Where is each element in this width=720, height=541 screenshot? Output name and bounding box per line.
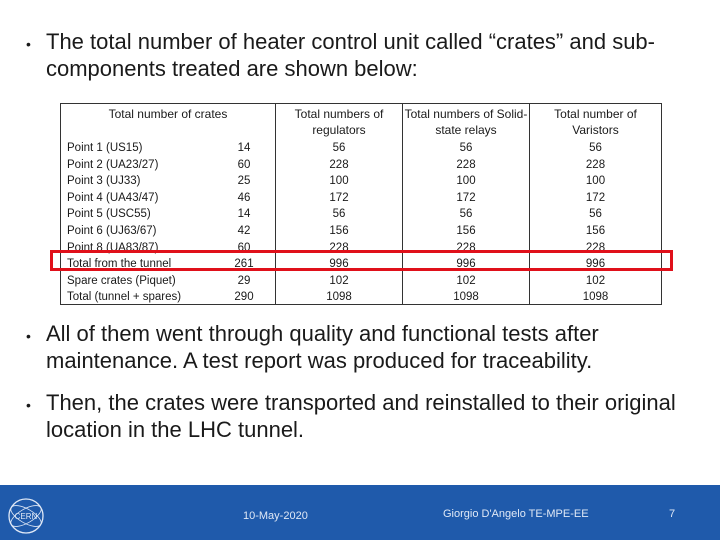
cell-regulators: 100 (329, 175, 349, 188)
logo-text: CERN (14, 512, 38, 521)
varistors-rows (530, 140, 661, 306)
table-cell (276, 273, 402, 290)
table-row (61, 173, 275, 190)
table-row (61, 157, 275, 174)
cell-varistors: 56 (589, 142, 602, 154)
row-crates: 25 (237, 175, 251, 188)
table-cell (276, 173, 402, 190)
cell-regulators: 56 (332, 142, 346, 154)
table-row (61, 206, 275, 223)
row-name: Total from the tunnel (67, 258, 172, 271)
cell-relays: 228 (456, 158, 476, 171)
row-crates: 290 (234, 291, 254, 304)
table-cell (403, 173, 529, 190)
cell-varistors: 102 (585, 274, 606, 287)
table-cell (403, 190, 529, 207)
crates-table (60, 103, 662, 305)
table-cell (530, 140, 661, 157)
bullet-text-intro: The total number of heater control unit called “crates” and sub-components treated are shown below: (46, 29, 655, 81)
table-cell (530, 173, 661, 190)
relays-rows (403, 140, 529, 306)
cell-regulators: 228 (329, 158, 349, 171)
column-regulators (276, 104, 403, 304)
row-crates: 14 (237, 208, 251, 221)
table-cell (530, 157, 661, 174)
row-crates: 42 (237, 224, 251, 237)
cell-varistors: 100 (585, 175, 606, 188)
bullet-marker: • (26, 328, 31, 344)
bullet-marker: • (26, 397, 31, 413)
highlight-box (50, 250, 673, 271)
row-name: Point 8 (UA83/87) (67, 241, 159, 254)
header-crates: Total number of crates (108, 107, 228, 121)
row-crates: 29 (237, 274, 251, 287)
cell-varistors: 56 (589, 208, 602, 221)
footer-date: 10-May-2020 (243, 510, 308, 522)
regulators-rows (276, 140, 402, 306)
table-cell (403, 206, 529, 223)
cell-varistors: 996 (585, 258, 606, 271)
row-crates: 60 (237, 158, 251, 171)
row-name: Point 6 (UJ63/67) (67, 224, 157, 237)
crates-rows (61, 140, 275, 306)
table-cell (276, 140, 402, 157)
table-row (61, 273, 275, 290)
table-cell (276, 223, 402, 240)
header-regulators: Total numbers of regulators (294, 107, 384, 137)
cell-relays: 996 (456, 258, 476, 271)
row-crates: 60 (237, 241, 251, 254)
cell-regulators: 996 (329, 258, 349, 271)
cell-relays: 100 (456, 175, 476, 188)
cern-logo (6, 496, 46, 541)
column-relays (403, 104, 530, 304)
footer-bar (0, 485, 720, 540)
table-row (61, 289, 275, 306)
page-number: 7 (669, 508, 676, 520)
bullet-text-transport: Then, the crates were transported and reinstalled to their original location in the LHC tunnel. (46, 390, 676, 442)
cell-regulators: 172 (329, 191, 349, 204)
table-row (61, 190, 275, 207)
cell-relays: 56 (459, 208, 473, 221)
row-crates: 261 (234, 258, 254, 271)
cell-relays: 228 (456, 241, 476, 254)
column-varistors (530, 104, 661, 304)
table-cell (276, 157, 402, 174)
row-name: Point 3 (UJ33) (67, 175, 141, 188)
row-crates: 46 (237, 191, 251, 204)
table-row (61, 223, 275, 240)
row-name: Point 1 (US15) (67, 142, 143, 154)
row-name: Point 5 (USC55) (67, 208, 151, 221)
cell-relays: 1098 (453, 291, 479, 304)
header-varistors: Total number of Varistors (554, 107, 637, 137)
cell-varistors: 228 (585, 241, 606, 254)
row-name: Point 4 (UA43/47) (67, 191, 159, 204)
cell-relays: 156 (456, 224, 476, 237)
table-cell (403, 273, 529, 290)
cell-relays: 102 (456, 274, 476, 287)
table-cell (276, 206, 402, 223)
row-name: Total (tunnel + spares) (67, 291, 182, 304)
table-cell (530, 206, 661, 223)
cell-regulators: 156 (329, 224, 349, 237)
row-name: Spare crates (Piquet) (67, 274, 176, 287)
cell-varistors: 156 (585, 224, 606, 237)
table-cell (403, 157, 529, 174)
cell-relays: 56 (459, 142, 473, 154)
table-cell (403, 223, 529, 240)
footer-author: Giorgio D'Angelo TE-MPE-EE (443, 508, 589, 520)
table-cell (403, 140, 529, 157)
cell-varistors: 1098 (582, 291, 609, 304)
cell-regulators: 56 (332, 208, 346, 221)
table-cell (530, 273, 661, 290)
bullet-marker: • (26, 36, 31, 52)
cell-regulators: 1098 (326, 291, 352, 304)
column-crates (61, 104, 276, 304)
cell-varistors: 172 (585, 191, 606, 204)
table-cell (530, 289, 661, 306)
table-cell (276, 289, 402, 306)
cell-varistors: 228 (585, 158, 606, 171)
header-relays: Total numbers of Solid-state relays (404, 107, 528, 137)
cell-relays: 172 (456, 191, 476, 204)
cell-regulators: 228 (329, 241, 349, 254)
cell-regulators: 102 (329, 274, 349, 287)
bullet-text-tests: All of them went through quality and functional tests after maintenance. A test report was produced for traceability. (46, 321, 599, 373)
table-cell (530, 223, 661, 240)
row-name: Point 2 (UA23/27) (67, 158, 159, 171)
table-cell (403, 289, 529, 306)
row-crates: 14 (237, 142, 251, 154)
table-cell (530, 190, 661, 207)
table-row (61, 140, 275, 157)
table-cell (276, 190, 402, 207)
